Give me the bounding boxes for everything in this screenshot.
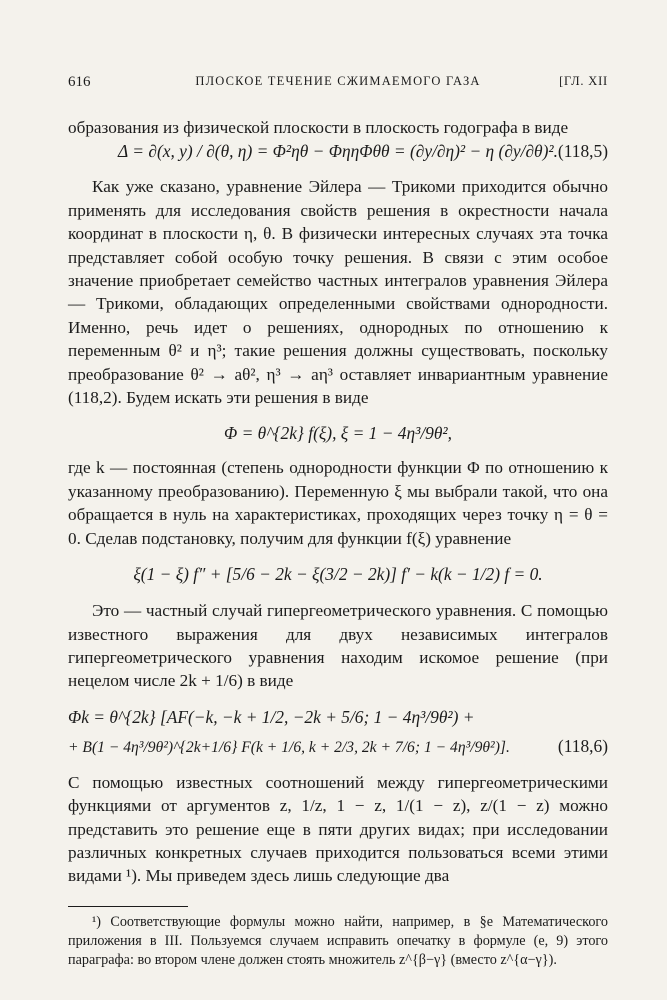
equation-118-5-body: Δ = ∂(x, y) / ∂(θ, η) = Φ²ηθ − ΦηηΦθθ = (∂y/∂η)² − η (∂y/∂θ)². <box>118 141 558 162</box>
page-number: 616 <box>68 74 91 90</box>
equation-118-6-line-2 <box>68 736 608 757</box>
paragraph-1: образования из физической плоскости в плоскость годографа в виде <box>68 118 569 137</box>
paragraph-5: С помощью известных соотношений между гипергеометрическими функциями от аргументов z, 1/z, 1 − z, 1/(1 − z), z/(1 − z) можно представить это решение еще в пяти других видах; при исследовании различных конкретных случаев приходится пользоваться всеми этими видами ¹). Мы приведем здесь лишь следующие два <box>68 772 608 886</box>
equation-phi-form-body: Φ = θ^{2k} f(ξ), ξ = 1 − 4η³/9θ², <box>224 423 452 444</box>
equation-number-118-5: (118,5) <box>557 141 608 162</box>
equation-number-118-6: (118,6) <box>557 735 608 756</box>
equation-118-6-line-1 <box>68 707 608 728</box>
equation-118-6-line-2-body: + B(1 − 4η³/9θ²)^{2k+1/6} F(k + 1/6, k + 2/3, 2k + 7/6; 1 − 4η³/9θ²)]. <box>68 738 510 756</box>
chapter-label: [ГЛ. XII <box>559 74 608 88</box>
equation-118-5 <box>68 141 608 162</box>
footnote-text: ¹) Соответствующие формулы можно найти, например, в §е Математического приложения в III. Пользуемся случаем исправить опечатку в формуле (е, 9) этого параграфа: во втором члене должен стоять множитель z^{β−γ} (вместо z^{α−γ}). <box>68 913 608 968</box>
paragraph-3: где k — постоянная (степень однородности функции Φ по отношению к указанному преобразованию). Переменную ξ мы выбрали такой, что она обращается в нуль на характеристиках, проходящих через точку η = θ = 0. Сделав подстановку, получим для функции f(ξ) уравнение <box>68 458 608 548</box>
running-header <box>68 74 608 100</box>
paragraph-2: Как уже сказано, уравнение Эйлера — Трикоми приходится обычно применять для исследования свойств решения в окрестности начала координат в плоскости η, θ. В физически интересных случаях эта точка представляет собой особую точку решения. В связи с этим особое значение приобретает семейство частных интегралов уравнения Эйлера — Трикоми, обладающих определенными свойствами однородности. Именно, речь идет о решениях, однородных по отношению к переменным θ² и η³; такие решения должны существовать, поскольку преобразование θ² → aθ², η³ → aη³ оставляет инвариантным уравнение (118,2). Будем искать эти решения в виде <box>68 177 608 408</box>
equation-118-6-line-1-body: Φk = θ^{2k} [AF(−k, −k + 1/2, −2k + 5/6; 1 − 4η³/9θ²) + <box>68 706 475 727</box>
running-title: ПЛОСКОЕ ТЕЧЕНИЕ СЖИМАЕМОГО ГАЗА <box>195 74 481 88</box>
book-page <box>68 74 608 970</box>
equation-phi-form <box>68 423 608 444</box>
footnote <box>68 913 608 970</box>
equation-hypergeometric-body: ξ(1 − ξ) f″ + [5/6 − 2k − ξ(3/2 − 2k)] f′ − k(k − 1/2) f = 0. <box>133 564 543 585</box>
paragraph-4: Это — частный случай гипергеометрического уравнения. С помощью известного выражения для двух независимых интегралов гипергеометрического уравнения находим искомое решение (при нецелом числе 2k + 1/6) в виде <box>68 601 608 691</box>
equation-hypergeometric <box>68 564 608 585</box>
footnote-rule <box>68 906 188 907</box>
